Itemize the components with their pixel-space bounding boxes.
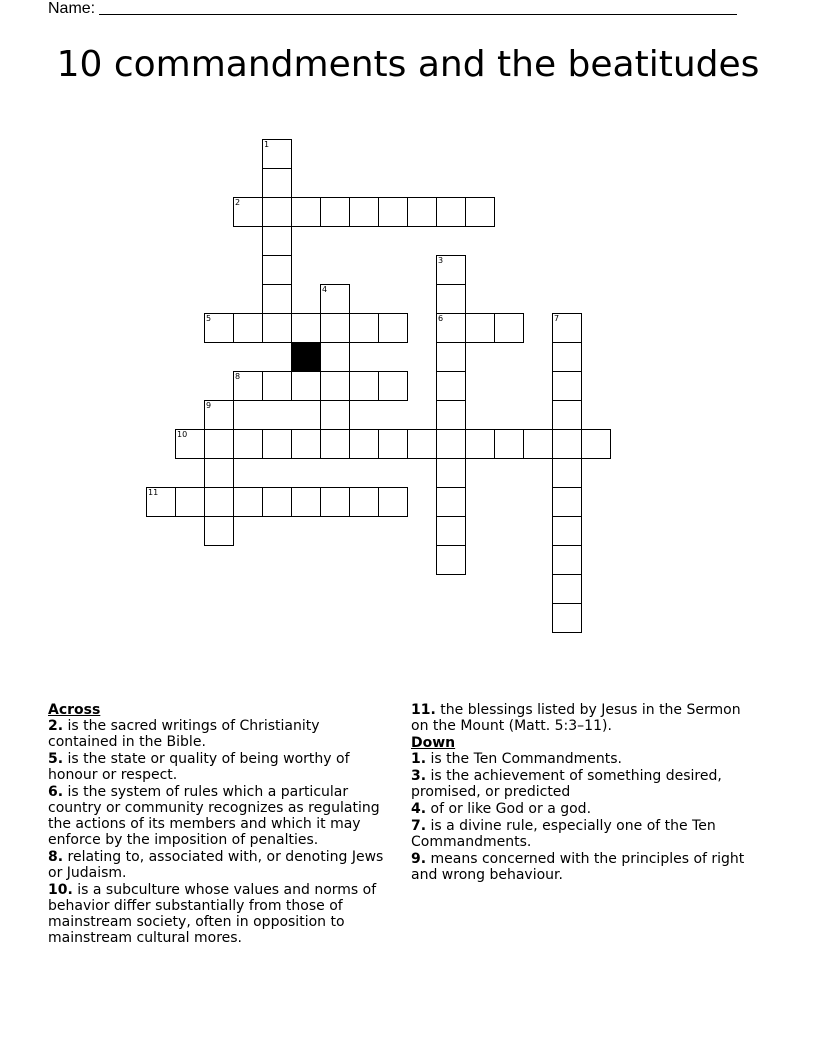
grid-cell[interactable] bbox=[204, 458, 234, 488]
grid-cell[interactable] bbox=[320, 487, 350, 517]
page-title: 10 commandments and the beatitudes bbox=[56, 44, 760, 85]
grid-cell[interactable] bbox=[378, 429, 408, 459]
grid-cell[interactable] bbox=[436, 487, 466, 517]
cell-number: 8 bbox=[235, 372, 241, 381]
grid-cell[interactable] bbox=[320, 342, 350, 372]
cell-number: 10 bbox=[177, 430, 188, 439]
grid-cell[interactable] bbox=[436, 284, 466, 314]
grid-cell[interactable] bbox=[320, 197, 350, 227]
grid-cell[interactable] bbox=[436, 342, 466, 372]
grid-cell[interactable] bbox=[378, 371, 408, 401]
grid-cell[interactable] bbox=[465, 197, 495, 227]
grid-cell[interactable] bbox=[436, 197, 466, 227]
grid-cell[interactable] bbox=[349, 487, 379, 517]
grid-cell[interactable] bbox=[436, 458, 466, 488]
grid-cell[interactable] bbox=[581, 429, 611, 459]
cell-number: 11 bbox=[148, 488, 159, 497]
grid-cell[interactable] bbox=[436, 371, 466, 401]
grid-cell[interactable] bbox=[291, 197, 321, 227]
grid-cell[interactable] bbox=[204, 313, 234, 343]
grid-cell[interactable] bbox=[262, 226, 292, 256]
grid-cell[interactable] bbox=[204, 487, 234, 517]
grid-cell[interactable] bbox=[552, 545, 582, 575]
grid-cell[interactable] bbox=[494, 429, 524, 459]
cell-number: 2 bbox=[235, 198, 241, 207]
grid-cell[interactable] bbox=[552, 603, 582, 633]
grid-cell[interactable] bbox=[436, 545, 466, 575]
grid-cell[interactable] bbox=[552, 458, 582, 488]
clue-across-5: 5. is the state or quality of being worthy of honour or respect. bbox=[48, 751, 350, 783]
grid-cell[interactable] bbox=[494, 313, 524, 343]
grid-cell[interactable] bbox=[523, 429, 553, 459]
grid-cell[interactable] bbox=[262, 255, 292, 285]
grid-cell[interactable] bbox=[349, 429, 379, 459]
clues-right-column bbox=[411, 702, 756, 884]
grid-cell[interactable] bbox=[465, 313, 495, 343]
grid-cell[interactable] bbox=[378, 487, 408, 517]
grid-cell[interactable] bbox=[204, 400, 234, 430]
grid-cell[interactable] bbox=[262, 313, 292, 343]
grid-cell[interactable] bbox=[233, 197, 263, 227]
grid-cell[interactable] bbox=[204, 429, 234, 459]
grid-cell[interactable] bbox=[262, 429, 292, 459]
grid-cell[interactable] bbox=[262, 371, 292, 401]
grid-cell[interactable] bbox=[175, 487, 205, 517]
grid-cell[interactable] bbox=[552, 313, 582, 343]
across-heading: Across bbox=[48, 702, 101, 718]
grid-cell[interactable] bbox=[552, 516, 582, 546]
grid-cell[interactable] bbox=[320, 371, 350, 401]
clue-across-10: 10. is a subculture whose values and norms of behavior differ substantially from those of mainstream society, often in opposition to mainstream cultural mores. bbox=[48, 882, 377, 946]
grid-cell[interactable] bbox=[175, 429, 205, 459]
clue-across-8: 8. relating to, associated with, or denoting Jews or Judaism. bbox=[48, 849, 384, 881]
grid-cell[interactable] bbox=[233, 371, 263, 401]
grid-cell[interactable] bbox=[320, 400, 350, 430]
grid-cell[interactable] bbox=[378, 313, 408, 343]
clue-across-2: 2. is the sacred writings of Christianity contained in the Bible. bbox=[48, 718, 320, 750]
grid-cell[interactable] bbox=[552, 342, 582, 372]
grid-cell[interactable] bbox=[262, 139, 292, 169]
grid-cell[interactable] bbox=[262, 197, 292, 227]
clue-down-9: 9. means concerned with the principles of right and wrong behaviour. bbox=[411, 851, 745, 883]
cell-number: 9 bbox=[206, 401, 212, 410]
grid-cell[interactable] bbox=[349, 313, 379, 343]
cell-number: 5 bbox=[206, 314, 212, 323]
grid-cell[interactable] bbox=[552, 371, 582, 401]
grid-cell[interactable] bbox=[436, 429, 466, 459]
cell-number: 1 bbox=[264, 140, 270, 149]
grid-cell[interactable] bbox=[320, 429, 350, 459]
grid-cell[interactable] bbox=[407, 429, 437, 459]
clue-down-3: 3. is the achievement of something desired, promised, or predicted bbox=[411, 768, 722, 800]
grid-cell[interactable] bbox=[378, 197, 408, 227]
grid-cell[interactable] bbox=[552, 400, 582, 430]
grid-cell[interactable] bbox=[436, 313, 466, 343]
grid-cell[interactable] bbox=[552, 429, 582, 459]
grid-cell[interactable] bbox=[320, 313, 350, 343]
grid-cell[interactable] bbox=[291, 371, 321, 401]
grid-cell[interactable] bbox=[320, 284, 350, 314]
grid-cell[interactable] bbox=[436, 516, 466, 546]
grid-cell[interactable] bbox=[552, 574, 582, 604]
grid-cell[interactable] bbox=[262, 168, 292, 198]
down-heading: Down bbox=[411, 735, 456, 751]
grid-cell[interactable] bbox=[233, 313, 263, 343]
grid-cell[interactable] bbox=[349, 197, 379, 227]
black-cell bbox=[291, 342, 321, 372]
grid-cell[interactable] bbox=[291, 487, 321, 517]
grid-cell[interactable] bbox=[349, 371, 379, 401]
clue-down-7: 7. is a divine rule, especially one of the Ten Commandments. bbox=[411, 818, 716, 850]
cell-number: 4 bbox=[322, 285, 328, 294]
grid-cell[interactable] bbox=[552, 487, 582, 517]
grid-cell[interactable] bbox=[436, 255, 466, 285]
cell-number: 3 bbox=[438, 256, 444, 265]
grid-cell[interactable] bbox=[291, 313, 321, 343]
grid-cell[interactable] bbox=[233, 487, 263, 517]
grid-cell[interactable] bbox=[204, 516, 234, 546]
cell-number: 6 bbox=[438, 314, 444, 323]
cell-number: 7 bbox=[554, 314, 560, 323]
grid-cell[interactable] bbox=[262, 284, 292, 314]
name-label: Name: bbox=[48, 0, 96, 17]
clue-across-11: 11. the blessings listed by Jesus in the Sermon on the Mount (Matt. 5:3–11). bbox=[411, 702, 741, 734]
grid-cell[interactable] bbox=[407, 197, 437, 227]
grid-cell[interactable] bbox=[291, 429, 321, 459]
grid-cell[interactable] bbox=[436, 400, 466, 430]
clue-down-1: 1. is the Ten Commandments. bbox=[411, 751, 622, 767]
grid-cell[interactable] bbox=[262, 487, 292, 517]
grid-cell[interactable] bbox=[233, 429, 263, 459]
grid-cell[interactable] bbox=[465, 429, 495, 459]
clue-down-4: 4. of or like God or a god. bbox=[411, 801, 592, 817]
grid-cell[interactable] bbox=[146, 487, 176, 517]
clues-left-column bbox=[48, 702, 393, 947]
clue-across-6: 6. is the system of rules which a particular country or community recognizes as regulating the actions of its members and which it may enforce by the imposition of penalties. bbox=[48, 784, 380, 848]
